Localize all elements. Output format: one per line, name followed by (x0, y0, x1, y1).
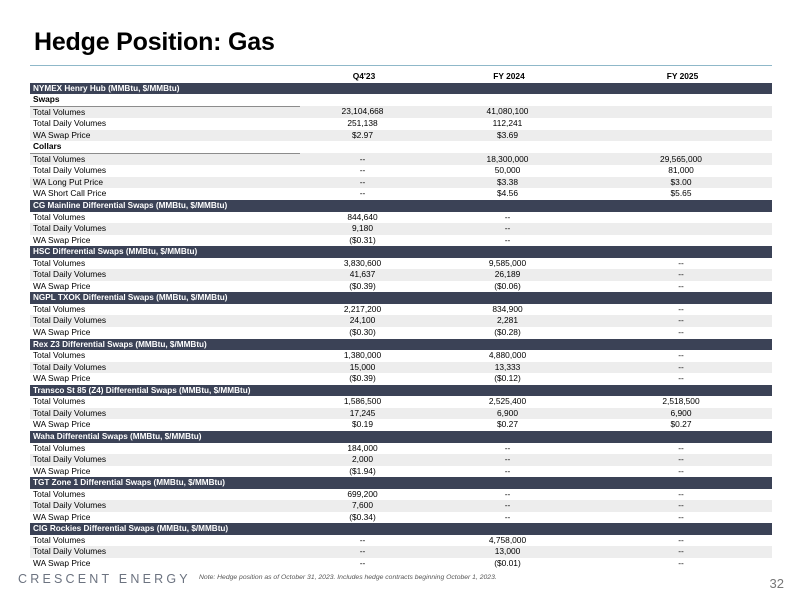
row-label: Collars (30, 141, 300, 153)
section-header-row (30, 477, 772, 489)
row-label: WA Short Call Price (30, 188, 300, 200)
cell-fy-2025: $5.65 (590, 188, 772, 200)
cell-q4-23 (300, 141, 425, 153)
cell-fy-2025: 29,565,000 (590, 153, 772, 165)
cell-q4-23: ($1.94) (300, 466, 425, 478)
cell-fy-2025: $3.00 (590, 177, 772, 189)
section-title: CG Mainline Differential Swaps (MMBtu, $/MMBtu) (30, 200, 772, 212)
cell-fy-2024: 9,585,000 (425, 258, 590, 270)
cell-fy-2025: -- (590, 269, 772, 281)
table-row (30, 443, 772, 455)
row-label: WA Swap Price (30, 558, 300, 570)
cell-fy-2024: -- (425, 212, 590, 224)
section-title: Transco St 85 (Z4) Differential Swaps (MMBtu, $/MMBtu) (30, 385, 772, 397)
cell-fy-2025: -- (590, 489, 772, 501)
column-header-fy-2025: FY 2025 (590, 71, 772, 83)
row-label: WA Swap Price (30, 327, 300, 339)
cell-fy-2024: 6,900 (425, 408, 590, 420)
table-row (30, 269, 772, 281)
table-header-row (30, 71, 772, 83)
cell-fy-2024: -- (425, 443, 590, 455)
cell-fy-2025: -- (590, 466, 772, 478)
table-row (30, 489, 772, 501)
cell-q4-23: $2.97 (300, 130, 425, 142)
row-label: Total Volumes (30, 212, 300, 224)
cell-fy-2024: 834,900 (425, 304, 590, 316)
cell-fy-2024: $3.38 (425, 177, 590, 189)
cell-q4-23: ($0.39) (300, 281, 425, 293)
cell-q4-23: ($0.34) (300, 512, 425, 524)
row-label: Total Volumes (30, 350, 300, 362)
cell-fy-2024: -- (425, 454, 590, 466)
table-body (30, 83, 772, 570)
table-row (30, 130, 772, 142)
table-row (30, 408, 772, 420)
cell-q4-23: 699,200 (300, 489, 425, 501)
cell-fy-2024: 26,189 (425, 269, 590, 281)
cell-fy-2025: 6,900 (590, 408, 772, 420)
cell-fy-2024: 41,080,100 (425, 106, 590, 118)
table-row (30, 466, 772, 478)
cell-fy-2025 (590, 235, 772, 247)
row-label: WA Swap Price (30, 419, 300, 431)
cell-q4-23: 24,100 (300, 315, 425, 327)
cell-q4-23: 17,245 (300, 408, 425, 420)
cell-fy-2025: -- (590, 304, 772, 316)
cell-fy-2025 (590, 212, 772, 224)
hedge-table-container (30, 71, 772, 570)
cell-fy-2024: -- (425, 512, 590, 524)
section-header-row (30, 385, 772, 397)
table-row (30, 281, 772, 293)
table-row (30, 212, 772, 224)
page-number: 32 (769, 576, 784, 591)
table-row (30, 350, 772, 362)
row-label: Total Daily Volumes (30, 165, 300, 177)
cell-fy-2025: -- (590, 315, 772, 327)
section-header-row (30, 83, 772, 95)
cell-q4-23: -- (300, 153, 425, 165)
row-label: Total Daily Volumes (30, 500, 300, 512)
cell-fy-2025: -- (590, 373, 772, 385)
row-label: WA Swap Price (30, 512, 300, 524)
cell-q4-23: 1,586,500 (300, 396, 425, 408)
cell-fy-2025 (590, 118, 772, 130)
cell-fy-2025: -- (590, 281, 772, 293)
table-row (30, 188, 772, 200)
row-label: Total Daily Volumes (30, 118, 300, 130)
cell-fy-2024: -- (425, 235, 590, 247)
cell-q4-23: 41,637 (300, 269, 425, 281)
cell-fy-2024: 2,525,400 (425, 396, 590, 408)
cell-fy-2024: $0.27 (425, 419, 590, 431)
row-label: Total Daily Volumes (30, 546, 300, 558)
table-row (30, 165, 772, 177)
section-header-row (30, 292, 772, 304)
cell-fy-2024: 2,281 (425, 315, 590, 327)
cell-q4-23: 251,138 (300, 118, 425, 130)
cell-fy-2024: ($0.06) (425, 281, 590, 293)
column-header-fy-2024: FY 2024 (425, 71, 590, 83)
cell-fy-2024: $3.69 (425, 130, 590, 142)
footnote: Note: Hedge position as of October 31, 2023. Includes hedge contracts beginning October 1, 2023. (199, 574, 497, 581)
cell-q4-23: 15,000 (300, 362, 425, 374)
row-label: Total Volumes (30, 396, 300, 408)
row-label: Total Volumes (30, 106, 300, 118)
cell-fy-2025: $0.27 (590, 419, 772, 431)
cell-fy-2024: 50,000 (425, 165, 590, 177)
cell-q4-23: 844,640 (300, 212, 425, 224)
row-label: WA Swap Price (30, 373, 300, 385)
table-row (30, 454, 772, 466)
cell-fy-2024: ($0.28) (425, 327, 590, 339)
cell-fy-2024: ($0.12) (425, 373, 590, 385)
cell-fy-2024: ($0.01) (425, 558, 590, 570)
table-row (30, 512, 772, 524)
cell-q4-23: ($0.30) (300, 327, 425, 339)
cell-fy-2024: -- (425, 223, 590, 235)
table-row (30, 118, 772, 130)
cell-q4-23: -- (300, 546, 425, 558)
cell-q4-23: 2,000 (300, 454, 425, 466)
cell-fy-2024: 4,880,000 (425, 350, 590, 362)
section-title: NYMEX Henry Hub (MMBtu, $/MMBtu) (30, 83, 772, 95)
cell-fy-2025 (590, 141, 772, 153)
cell-fy-2024: 13,333 (425, 362, 590, 374)
cell-fy-2025: -- (590, 362, 772, 374)
row-label: WA Swap Price (30, 281, 300, 293)
table-row (30, 362, 772, 374)
cell-q4-23: 7,600 (300, 500, 425, 512)
section-title: HSC Differential Swaps (MMBtu, $/MMBtu) (30, 246, 772, 258)
row-label: Total Volumes (30, 153, 300, 165)
page-title: Hedge Position: Gas (34, 28, 275, 56)
column-header-q4-23: Q4'23 (300, 71, 425, 83)
table-row (30, 153, 772, 165)
table-row (30, 235, 772, 247)
row-label: Total Daily Volumes (30, 454, 300, 466)
section-title: NGPL TXOK Differential Swaps (MMBtu, $/MMBtu) (30, 292, 772, 304)
section-title: Waha Differential Swaps (MMBtu, $/MMBtu) (30, 431, 772, 443)
row-label: Total Daily Volumes (30, 408, 300, 420)
cell-fy-2025 (590, 106, 772, 118)
title-divider (30, 65, 772, 66)
section-header-row (30, 339, 772, 351)
cell-fy-2024: -- (425, 489, 590, 501)
cell-fy-2025: -- (590, 535, 772, 547)
table-row (30, 177, 772, 189)
cell-fy-2024: -- (425, 500, 590, 512)
row-label: WA Long Put Price (30, 177, 300, 189)
cell-fy-2024: 18,300,000 (425, 153, 590, 165)
cell-fy-2024 (425, 141, 590, 153)
row-label: Total Volumes (30, 489, 300, 501)
cell-fy-2025: -- (590, 558, 772, 570)
cell-fy-2025 (590, 223, 772, 235)
row-label: Total Volumes (30, 443, 300, 455)
cell-q4-23: 1,380,000 (300, 350, 425, 362)
cell-fy-2025 (590, 94, 772, 106)
row-label: Total Volumes (30, 535, 300, 547)
table-row (30, 558, 772, 570)
section-header-row (30, 200, 772, 212)
row-label: Swaps (30, 94, 300, 106)
subsection-row (30, 141, 772, 153)
company-logo: CRESCENT ENERGY (18, 572, 191, 586)
cell-fy-2024: $4.56 (425, 188, 590, 200)
cell-fy-2025: -- (590, 454, 772, 466)
table-row (30, 373, 772, 385)
cell-fy-2025: -- (590, 350, 772, 362)
row-label: WA Swap Price (30, 466, 300, 478)
cell-q4-23: -- (300, 558, 425, 570)
table-row (30, 327, 772, 339)
cell-fy-2025: 81,000 (590, 165, 772, 177)
cell-fy-2025: -- (590, 258, 772, 270)
section-title: CIG Rockies Differential Swaps (MMBtu, $/MMBtu) (30, 523, 772, 535)
cell-fy-2025: -- (590, 512, 772, 524)
row-label: Total Volumes (30, 304, 300, 316)
row-label: WA Swap Price (30, 235, 300, 247)
cell-q4-23: -- (300, 177, 425, 189)
table-row (30, 396, 772, 408)
cell-fy-2025: -- (590, 500, 772, 512)
cell-fy-2025 (590, 130, 772, 142)
section-title: TGT Zone 1 Differential Swaps (MMBtu, $/MMBtu) (30, 477, 772, 489)
hedge-position-table (30, 71, 772, 570)
table-row (30, 304, 772, 316)
row-label: Total Daily Volumes (30, 362, 300, 374)
table-row (30, 535, 772, 547)
cell-fy-2025: 2,518,500 (590, 396, 772, 408)
table-row (30, 419, 772, 431)
table-row (30, 106, 772, 118)
table-row (30, 500, 772, 512)
table-row (30, 223, 772, 235)
cell-q4-23: ($0.39) (300, 373, 425, 385)
table-row (30, 315, 772, 327)
cell-fy-2024: 112,241 (425, 118, 590, 130)
cell-fy-2024: -- (425, 466, 590, 478)
cell-fy-2025: -- (590, 443, 772, 455)
section-header-row (30, 431, 772, 443)
cell-q4-23: 9,180 (300, 223, 425, 235)
cell-q4-23: -- (300, 165, 425, 177)
cell-q4-23: $0.19 (300, 419, 425, 431)
row-label: Total Daily Volumes (30, 223, 300, 235)
cell-q4-23: ($0.31) (300, 235, 425, 247)
cell-fy-2024: 4,758,000 (425, 535, 590, 547)
cell-fy-2024: 13,000 (425, 546, 590, 558)
cell-q4-23: 23,104,668 (300, 106, 425, 118)
cell-q4-23 (300, 94, 425, 106)
cell-q4-23: -- (300, 535, 425, 547)
cell-q4-23: 2,217,200 (300, 304, 425, 316)
header-label-blank (30, 71, 300, 83)
table-row (30, 546, 772, 558)
cell-fy-2025: -- (590, 546, 772, 558)
row-label: Total Daily Volumes (30, 269, 300, 281)
table-row (30, 258, 772, 270)
subsection-row (30, 94, 772, 106)
cell-q4-23: 184,000 (300, 443, 425, 455)
cell-q4-23: -- (300, 188, 425, 200)
section-header-row (30, 246, 772, 258)
section-title: Rex Z3 Differential Swaps (MMBtu, $/MMBtu) (30, 339, 772, 351)
row-label: Total Volumes (30, 258, 300, 270)
cell-fy-2024 (425, 94, 590, 106)
row-label: WA Swap Price (30, 130, 300, 142)
cell-fy-2025: -- (590, 327, 772, 339)
row-label: Total Daily Volumes (30, 315, 300, 327)
section-header-row (30, 523, 772, 535)
cell-q4-23: 3,830,600 (300, 258, 425, 270)
